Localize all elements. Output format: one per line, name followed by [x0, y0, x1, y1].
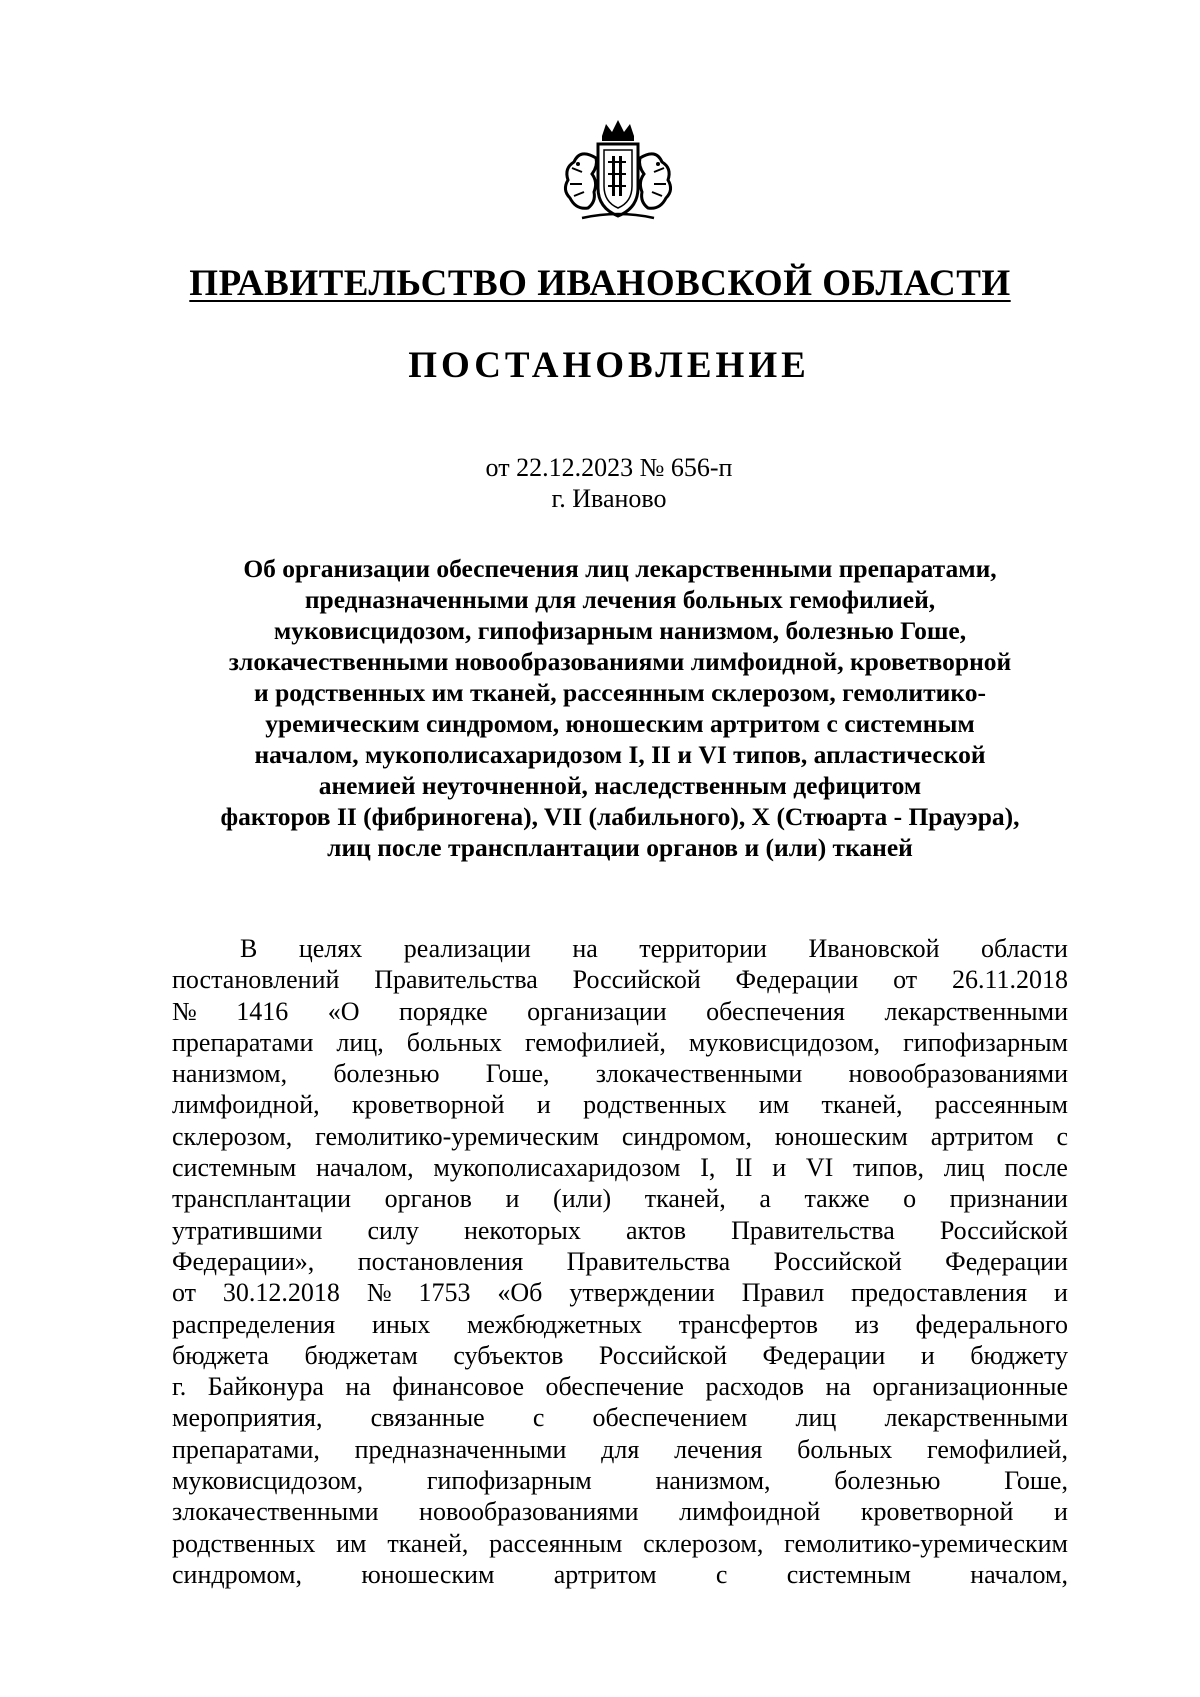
- body-line: препаратами лиц, больных гемофилией, муковисцидозом, гипофизарным: [172, 1027, 1068, 1057]
- body-line: утратившими силу некоторых актов Правительства Российской: [172, 1215, 1068, 1245]
- date-and-number: от 22.12.2023 № 656-п: [485, 453, 733, 482]
- body-line: синдромом, юношеским артритом с системным началом,: [172, 1559, 1068, 1589]
- title-line: предназначенными для лечения больных гемофилией,: [304, 585, 936, 614]
- body-line: В целях реализации на территории Ивановской области: [240, 934, 1068, 963]
- body-line: № 1416 «О порядке организации обеспечения лекарственными: [172, 996, 1068, 1026]
- body-line: родственных им тканей, рассеянным склерозом, гемолитико-уремическим: [172, 1528, 1068, 1558]
- body-line: постановлений Правительства Российской Федерации от 26.11.2018: [172, 965, 1068, 995]
- title-line: и родственных им тканей, рассеянным склерозом, гемолитико-: [254, 678, 986, 707]
- body-line: распределения иных межбюджетных трансфертов из федерального: [172, 1309, 1068, 1339]
- title-line: факторов II (фибриногена), VII (лабильного), X (Стюарта - Прауэра),: [220, 802, 1020, 831]
- body-line: склерозом, гемолитико-уремическим синдромом, юношеским артритом с: [172, 1121, 1068, 1151]
- body-line: системным началом, мукополисахаридозом I, II и VI типов, лиц после: [172, 1153, 1068, 1183]
- title-line: лиц после трансплантации органов и (или) тканей: [327, 833, 913, 862]
- body-line: г. Байконура на финансовое обеспечение расходов на организационные: [172, 1372, 1068, 1402]
- title-line: злокачественными новообразованиями лимфоидной, кроветворной: [228, 647, 1012, 676]
- coat-of-arms-icon: [552, 118, 684, 226]
- body-line: муковисцидозом, гипофизарным нанизмом, болезнью Гоше,: [172, 1466, 1068, 1496]
- title-line: муковисцидозом, гипофизарным нанизмом, болезнью Гоше,: [273, 616, 967, 645]
- organization-name-text: ПРАВИТЕЛЬСТВО ИВАНОВСКОЙ ОБЛАСТИ: [189, 263, 1011, 304]
- title-line: уремическим синдромом, юношеским артритом с системным: [265, 709, 975, 738]
- title-line: анемией неуточненной, наследственным дефицитом: [318, 771, 922, 800]
- organization-name: [0, 262, 1200, 305]
- body-line: препаратами, предназначенными для лечения больных гемофилией,: [172, 1434, 1068, 1464]
- body-line: Федерации», постановления Правительства Российской Федерации: [172, 1246, 1068, 1276]
- document-type: ПОСТАНОВЛЕНИЕ: [408, 345, 810, 386]
- title-line: Об организации обеспечения лиц лекарственными препаратами,: [243, 554, 997, 583]
- city: г. Иваново: [551, 484, 667, 513]
- document-title: [172, 553, 1068, 863]
- title-line: началом, мукополисахаридозом I, II и VI типов, апластической: [254, 740, 986, 769]
- document-body: [172, 933, 1068, 1590]
- body-line: бюджета бюджетам субъектов Российской Федерации и бюджету: [172, 1340, 1068, 1370]
- body-line: лимфоидной, кроветворной и родственных им тканей, рассеянным: [172, 1090, 1068, 1120]
- body-line: трансплантации органов и (или) тканей, а также о признании: [172, 1184, 1068, 1214]
- body-line: злокачественными новообразованиями лимфоидной кроветворной и: [172, 1497, 1068, 1527]
- body-line: от 30.12.2018 № 1753 «Об утверждении Правил предоставления и: [172, 1278, 1068, 1308]
- body-line: нанизмом, болезнью Гоше, злокачественными новообразованиями: [172, 1059, 1068, 1089]
- body-line: мероприятия, связанные с обеспечением лиц лекарственными: [172, 1403, 1068, 1433]
- document-meta: [0, 452, 1200, 514]
